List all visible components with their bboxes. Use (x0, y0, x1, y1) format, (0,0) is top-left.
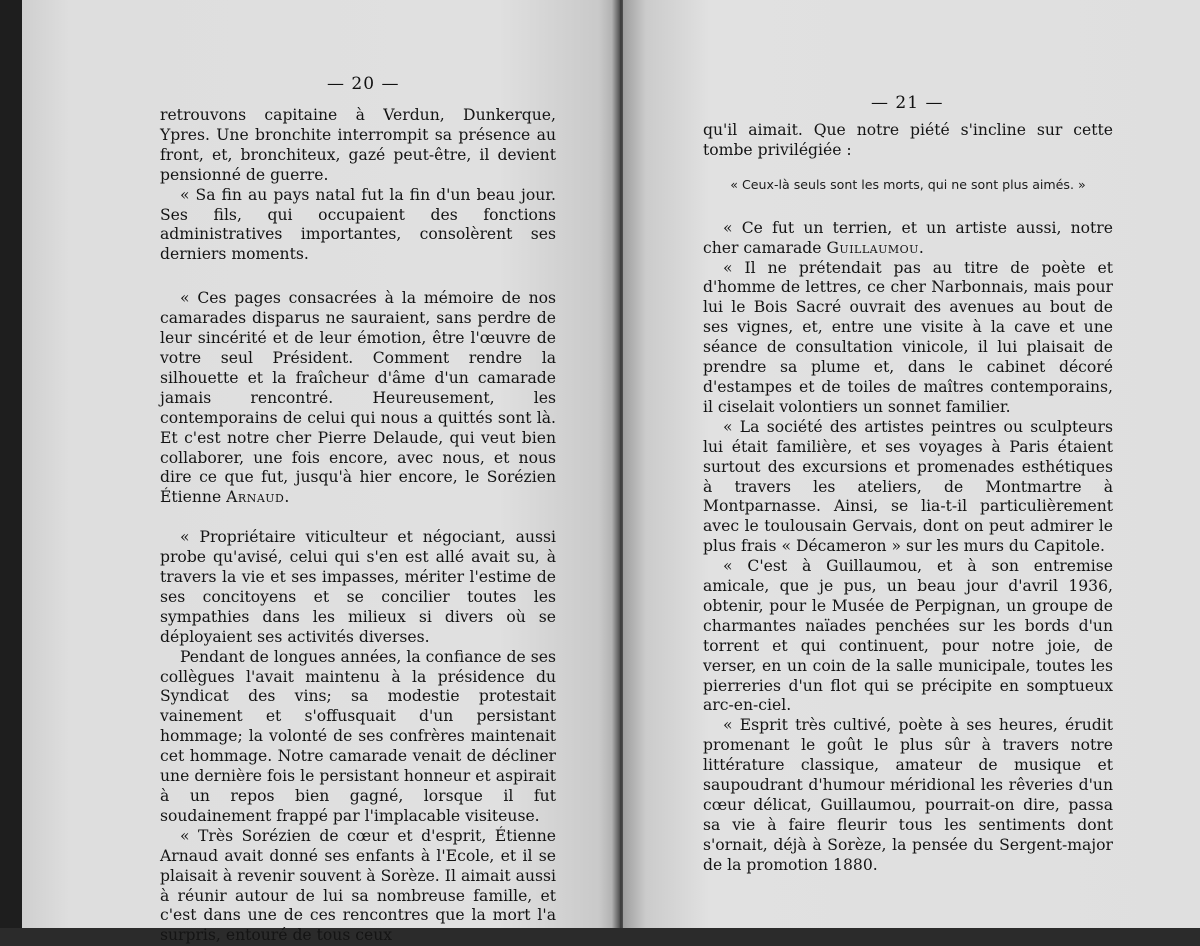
paragraph: « Sa fin au pays natal fut la fin d'un beau jour. Ses fils, qui occupaient des fonctions administratives importantes, consolèrent ses derniers moments. (160, 185, 556, 264)
paragraph: qu'il aimait. Que notre piété s'incline sur cette tombe privilégiée : (703, 121, 1113, 159)
paragraph: « C'est à Guillaumou, et à son entremise amicale, que je pus, un beau jour d'avril 1936, obtenir, pour le Musée de Perpignan, un groupe de charmantes naïades penchées sur les bords d'un torrent et qui continuent, pour notre joie, de verser, en un coin de la salle municipale, toutes les pierreries d'un flot qui se précipite en somptueux arc-en-ciel. (703, 557, 1113, 715)
epigraph-quote: « Ceux-là seuls sont les morts, qui ne sont plus aimés. » (730, 176, 1086, 192)
paragraph: « Très Sorézien de cœur et d'esprit, Étienne Arnaud avait donné ses enfants à l'Ecole, et il se plaisait à revenir souvent à Sorèze. Il aimait aussi à réunir autour de lui sa nombreuse famille, et c'est dans une de ces rencontres que la mort l'a surpris, entouré de tous ceux (160, 826, 556, 945)
right-page (623, 0, 1200, 928)
paragraph: « Il ne prétendait pas au titre de poète et d'homme de lettres, ce cher Narbonnais, mais pour lui le Bois Sacré ouvrait des avenues au bout de ses vignes, et, entre une visite à la cave et une séance de consultation vinicole, il lui plaisait de prendre sa plume et, dans le cabinet décoré d'estampes et de toiles de maîtres contemporains, il ciselait volontiers un sonnet familier. (703, 258, 1113, 416)
paragraph: Pendant de longues années, la confiance de ses collègues l'avait maintenu à la présidence du Syndicat des vins; sa modestie protestait vainement et s'offusquait d'un persistant hommage; la volonté de ses confrères maintenait cet hommage. Notre camarade venait de décliner une dernière fois le persistant honneur et aspirait à un repos bien gagné, lorsque il fut soudainement frappé par l'implacable visiteuse. (160, 647, 556, 825)
paragraph-text: « Ces pages consacrées à la mémoire de nos camarades disparus ne sauraient, sans perdre de leur sincérité et de leur émotion, être l'œuvre de votre seul Président. Comment rendre la silhouette et la fraîcheur d'âme d'un camarade jamais rencontré. Heureusement, les contemporains de celui qui nous a quittés sont là. Et c'est notre cher Pierre Delaude, qui veut bien collaborer, une fois encore, avec nous, et nous dire ce que fut, jusqu'à hier encore, le Sorézien Étienne (160, 289, 556, 507)
paragraph: retrouvons capitaine à Verdun, Dunkerque, Ypres. Une bronchite interrompit sa présence au front, et, bronchiteux, gazé peut-être, il devient pensionné de guerre. (160, 106, 556, 184)
name-guillaumou: Guillaumou. (826, 238, 925, 257)
page-number-right: — 21 — (871, 93, 944, 113)
right-page-text (703, 121, 1113, 876)
name-arnaud: Arnaud. (226, 488, 290, 507)
left-page (22, 0, 617, 945)
page-number-left: — 20 — (327, 74, 400, 94)
paragraph-text: « Ce fut un terrien, et un artiste aussi, notre cher camarade (703, 218, 1113, 257)
paragraph: « La société des artistes peintres ou sculpteurs lui était familière, et ses voyages à Paris étaient surtout des excursions et promenades esthétiques à travers les ateliers, de Montmartre à Montparnasse. Ainsi, se lia-t-il particulièrement avec le toulousain Gervais, dont on peut admirer le plus frais « Décameron » sur les murs du Capitole. (703, 417, 1113, 556)
left-page-text (160, 106, 556, 946)
paragraph: « Esprit très cultivé, poète à ses heures, érudit promenant le goût le plus sûr à travers notre littérature classique, amateur de musique et saupoudrant d'humour méridional les rêveries d'un cœur délicat, Guillaumou, pourrait-on dire, passa sa vie à faire fleurir tous les sentiments dont s'ornait, déjà à Sorèze, la pensée du Sergent-major de la promotion 1880. (703, 716, 1113, 874)
paragraph (703, 219, 1113, 259)
paragraph (160, 289, 556, 508)
paragraph: « Propriétaire viticulteur et négociant, aussi probe qu'avisé, celui qui s'en est allé avait su, à travers la vie et ses impasses, mériter l'estime de ses concitoyens et se concilier toutes les sympathies dans les milieux si divers où se déployaient ses activités diverses. (160, 528, 556, 646)
